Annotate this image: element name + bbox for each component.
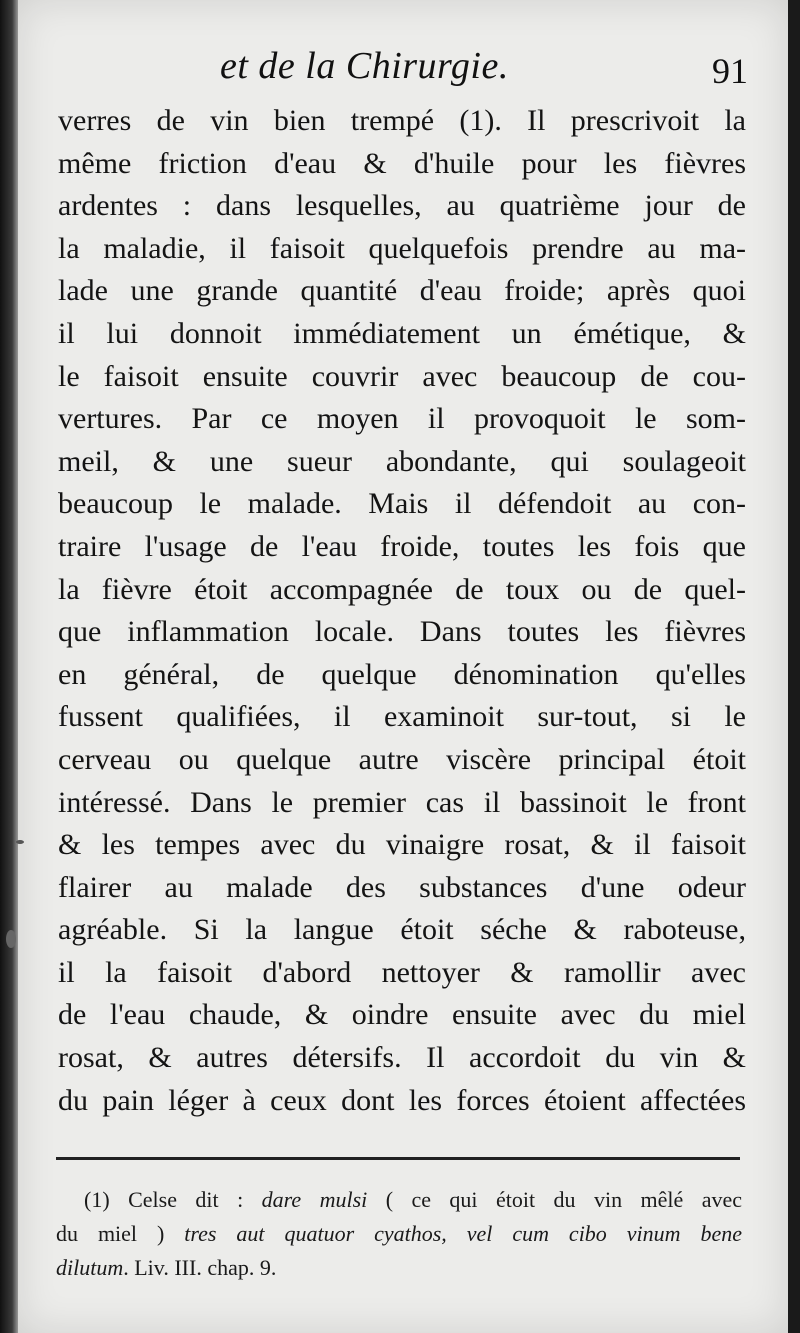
text-line: intéressé. Dans le premier cas il bassinoit le front [58, 785, 746, 819]
text-line: que inflammation locale. Dans toutes les fièvres [58, 615, 746, 649]
text-line: la maladie, il faisoit quelquefois prendre au ma- [58, 231, 746, 265]
text-line: verres de vin bien trempé (1). Il prescrivoit la [58, 104, 746, 137]
text-line: lade une grande quantité d'eau froide; après quoi [58, 274, 746, 308]
text-line: en général, de quelque dénomination qu'elles [58, 657, 746, 691]
page-header [0, 44, 800, 94]
body-text [58, 100, 746, 1122]
ink-speck [6, 930, 16, 948]
text-line: beaucoup le malade. Mais il défendoit au con- [58, 487, 746, 521]
footnote-line [56, 1217, 742, 1251]
footnote-text: ( ce qui étoit du vin mêlé avec [367, 1187, 742, 1212]
text-line: la fièvre étoit accompagnée de toux ou de quel- [58, 572, 746, 606]
footnote-text: du miel ) [56, 1221, 185, 1246]
footnote [56, 1183, 742, 1285]
text-line: il la faisoit d'abord nettoyer & ramollir avec [58, 955, 746, 989]
text-line: il lui donnoit immédiatement un émétique, & [58, 316, 746, 350]
text-line: rosat, & autres détersifs. Il accordoit du vin & [58, 1041, 746, 1075]
footnote-line [56, 1251, 742, 1285]
text-line: ardentes : dans lesquelles, au quatrième jour de [58, 189, 746, 223]
running-title: et de la Chirurgie. [220, 45, 509, 87]
footnote-latin: tres aut quatuor cyathos, vel cum cibo vinum bene [184, 1221, 742, 1246]
text-line: vertures. Par ce moyen il provoquoit le som- [58, 402, 746, 436]
text-line: même friction d'eau & d'huile pour les fièvres [58, 146, 746, 180]
text-line: meil, & une sueur abondante, qui soulageoit [58, 444, 746, 478]
text-line: de l'eau chaude, & oindre ensuite avec du miel [58, 998, 746, 1032]
text-line: agréable. Si la langue étoit séche & raboteuse, [58, 913, 746, 947]
footnote-citation: . Liv. III. chap. 9. [123, 1255, 277, 1280]
page-number: 91 [712, 51, 748, 91]
footnote-text: (1) Celse dit : [84, 1187, 262, 1212]
text-line: cerveau ou quelque autre viscère principal étoit [58, 742, 746, 776]
footnote-latin: dilutum [56, 1255, 124, 1280]
text-line: & les tempes avec du vinaigre rosat, & il faisoit [58, 828, 746, 862]
footnote-rule [56, 1157, 740, 1160]
text-line: flairer au malade des substances d'une odeur [58, 870, 746, 904]
text-line: le faisoit ensuite couvrir avec beaucoup de cou- [58, 359, 746, 393]
footnote-latin: dare mulsi [261, 1187, 368, 1212]
footnote-line [56, 1183, 742, 1217]
text-line: fussent qualifiées, il examinoit sur-tout, si le [58, 700, 746, 734]
ink-speck [16, 840, 24, 844]
text-line: du pain léger à ceux dont les forces étoient affectées [58, 1083, 746, 1117]
text-line: traire l'usage de l'eau froide, toutes les fois que [58, 529, 746, 563]
